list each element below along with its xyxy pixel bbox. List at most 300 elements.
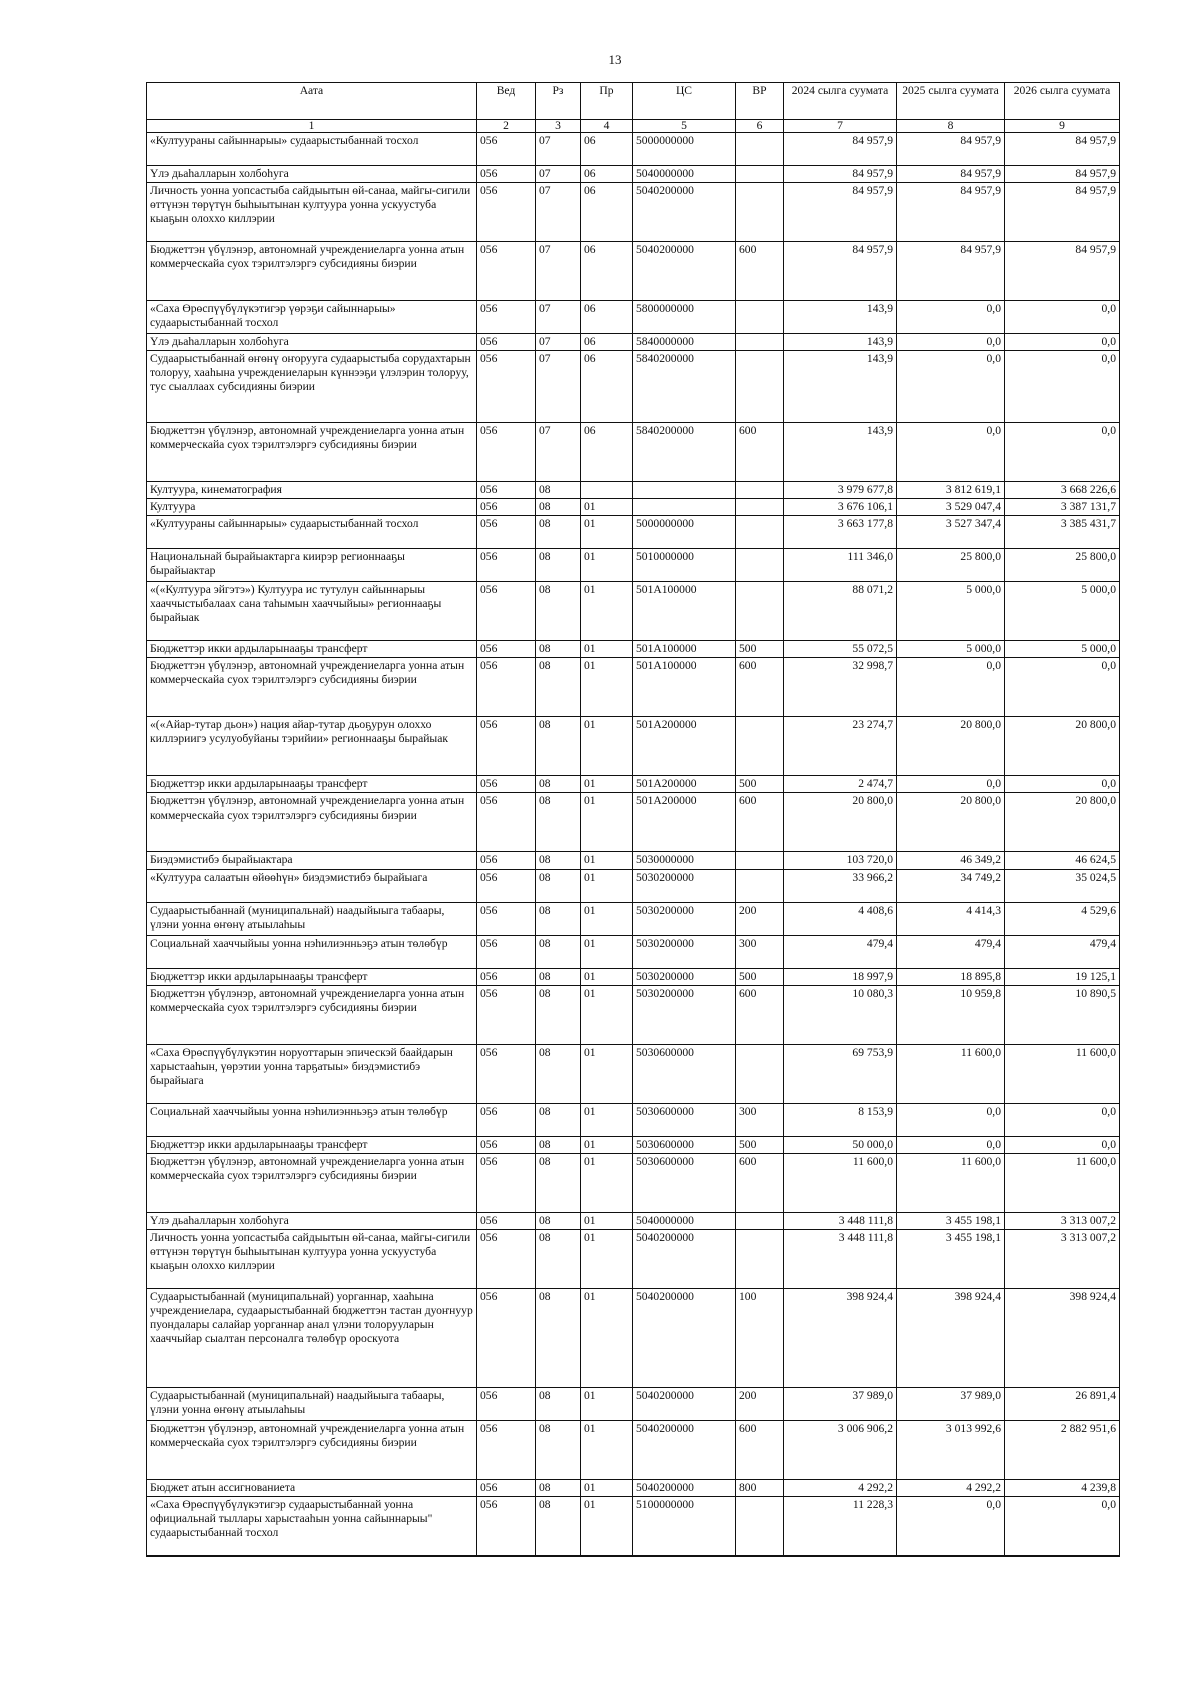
item-name: Судаарыстыбаннай (муниципальнай) уорганнар, хааһына учреждениелара, судаарыстыбаннай бюджеттэн тастан дуоҥнуур пуондалары салайар уорганнар анал үлэни толорууларын хааччыйар сыалтан персоналга төлөбүр ороскуота: [147, 1289, 477, 1388]
item-name: Бюджеттэн үбүлэнэр, автономнай учреждениеларга уонна атын коммерческайа суох тэрилтэлэргэ субсидияны биэрии: [147, 1153, 477, 1212]
rz-code: 08: [536, 1212, 581, 1229]
item-name: Бюджеттэр икки ардыларынааҕы трансферт: [147, 968, 477, 985]
cs-code: 5840000000: [633, 333, 736, 350]
pr-code: [581, 481, 633, 498]
amount-2026: 3 385 431,7: [1005, 516, 1120, 549]
amount-2025: 46 349,2: [897, 852, 1005, 869]
amount-2026: 2 882 951,6: [1005, 1421, 1120, 1480]
amount-2026: 19 125,1: [1005, 968, 1120, 985]
pr-code: 01: [581, 1212, 633, 1229]
header-cell: 2026 сылга суумата: [1005, 83, 1120, 120]
rz-code: 08: [536, 1289, 581, 1388]
cs-code: 5030200000: [633, 902, 736, 935]
amount-2024: 84 957,9: [784, 165, 897, 182]
cs-code: 5040000000: [633, 1212, 736, 1229]
table-row: [147, 241, 1120, 300]
vr-code: [736, 1497, 784, 1557]
amount-2026: 0,0: [1005, 350, 1120, 422]
cs-code: 5100000000: [633, 1497, 736, 1557]
item-name: «Саха Өрөспүүбүлүкэтигэр судаарыстыбаннай уонна официальнай тыллары харыстааһын уонна сайыннарыы" судаарыстыбаннай тосхол: [147, 1497, 477, 1557]
item-name: Үлэ дьаһалларын холбоһуга: [147, 165, 477, 182]
vr-code: [736, 582, 784, 641]
ved-code: 056: [477, 182, 536, 241]
pr-code: 01: [581, 1421, 633, 1480]
amount-2025: 0,0: [897, 422, 1005, 481]
ved-code: 056: [477, 641, 536, 658]
cs-code: [633, 481, 736, 498]
pr-code: 01: [581, 1480, 633, 1497]
amount-2024: 398 924,4: [784, 1289, 897, 1388]
item-name: Судаарыстыбаннай (муниципальнай) наадыйыыга табаары, үлэни уонна өҥөнү атыылаһыы: [147, 902, 477, 935]
amount-2024: 84 957,9: [784, 182, 897, 241]
pr-code: 01: [581, 1388, 633, 1421]
amount-2025: 0,0: [897, 1103, 1005, 1136]
amount-2024: 143,9: [784, 350, 897, 422]
amount-2024: 11 600,0: [784, 1153, 897, 1212]
column-number: 7: [784, 120, 897, 133]
ved-code: 056: [477, 852, 536, 869]
rz-code: 08: [536, 1044, 581, 1103]
ved-code: 056: [477, 968, 536, 985]
amount-2024: 143,9: [784, 422, 897, 481]
amount-2026: 3 313 007,2: [1005, 1230, 1120, 1289]
cs-code: 5030200000: [633, 935, 736, 968]
item-name: Судаарыстыбаннай (муниципальнай) наадыйыыга табаары, үлэни уонна өҥөнү атыылаһыы: [147, 1388, 477, 1421]
amount-2025: 84 957,9: [897, 132, 1005, 165]
table-row: [147, 1289, 1120, 1388]
rz-code: 07: [536, 350, 581, 422]
vr-code: [736, 852, 784, 869]
amount-2025: 4 414,3: [897, 902, 1005, 935]
vr-code: 100: [736, 1289, 784, 1388]
rz-code: 07: [536, 422, 581, 481]
header-cell: Рз: [536, 83, 581, 120]
item-name: Култуура: [147, 499, 477, 516]
table-row: [147, 1388, 1120, 1421]
table-row: [147, 869, 1120, 902]
amount-2024: 69 753,9: [784, 1044, 897, 1103]
item-name: Социальнай хааччыйыы уонна нэһилиэнньэҕэ атын төлөбүр: [147, 935, 477, 968]
ved-code: 056: [477, 1480, 536, 1497]
ved-code: 056: [477, 902, 536, 935]
rz-code: 08: [536, 499, 581, 516]
table-row: [147, 516, 1120, 549]
amount-2026: 4 239,8: [1005, 1480, 1120, 1497]
vr-code: [736, 481, 784, 498]
item-name: Личность уонна уопсастыба сайдыытын өй-санаа, майгы-сигили өттүнэн төрүтүн быһыытынан култуура уонна ускуустуба кыаҕын олоххо киллэрии: [147, 182, 477, 241]
table-row: [147, 333, 1120, 350]
pr-code: 01: [581, 902, 633, 935]
ved-code: 056: [477, 549, 536, 582]
rz-code: 08: [536, 516, 581, 549]
table-row: [147, 1212, 1120, 1229]
header-cell: Вед: [477, 83, 536, 120]
pr-code: 01: [581, 776, 633, 793]
amount-2025: 479,4: [897, 935, 1005, 968]
ved-code: 056: [477, 481, 536, 498]
vr-code: [736, 333, 784, 350]
vr-code: 600: [736, 422, 784, 481]
ved-code: 056: [477, 132, 536, 165]
table-row: [147, 1421, 1120, 1480]
vr-code: [736, 516, 784, 549]
item-name: Бюджеттэр икки ардыларынааҕы трансферт: [147, 1136, 477, 1153]
cs-code: 5030600000: [633, 1103, 736, 1136]
item-name: Култуура, кинематография: [147, 481, 477, 498]
vr-code: [736, 1230, 784, 1289]
cs-code: 5030200000: [633, 968, 736, 985]
amount-2025: 3 527 347,4: [897, 516, 1005, 549]
item-name: Бюджеттэн үбүлэнэр, автономнай учреждениеларга уонна атын коммерческайа суох тэрилтэлэргэ субсидияны биэрии: [147, 241, 477, 300]
pr-code: 01: [581, 1044, 633, 1103]
pr-code: 01: [581, 935, 633, 968]
pr-code: 01: [581, 1136, 633, 1153]
cs-code: 5040200000: [633, 1230, 736, 1289]
ved-code: 056: [477, 869, 536, 902]
pr-code: 06: [581, 300, 633, 333]
table-row: [147, 582, 1120, 641]
page-number: 13: [608, 52, 622, 67]
cs-code: 5030600000: [633, 1153, 736, 1212]
amount-2025: 4 292,2: [897, 1480, 1005, 1497]
vr-code: 600: [736, 1153, 784, 1212]
vr-code: [736, 165, 784, 182]
amount-2024: 8 153,9: [784, 1103, 897, 1136]
cs-code: 5800000000: [633, 300, 736, 333]
amount-2024: 20 800,0: [784, 793, 897, 852]
ved-code: 056: [477, 1388, 536, 1421]
column-number: 1: [147, 120, 477, 133]
amount-2026: 3 313 007,2: [1005, 1212, 1120, 1229]
rz-code: 08: [536, 1153, 581, 1212]
ved-code: 056: [477, 658, 536, 717]
rz-code: 08: [536, 1103, 581, 1136]
amount-2025: 20 800,0: [897, 717, 1005, 776]
amount-2025: 37 989,0: [897, 1388, 1005, 1421]
header-cell: 2025 сылга суумата: [897, 83, 1005, 120]
item-name: Үлэ дьаһалларын холбоһуга: [147, 333, 477, 350]
item-name: Бюджеттэн үбүлэнэр, автономнай учреждениеларга уонна атын коммерческайа суох тэрилтэлэргэ субсидияны биэрии: [147, 422, 477, 481]
amount-2024: 479,4: [784, 935, 897, 968]
amount-2024: 3 448 111,8: [784, 1230, 897, 1289]
amount-2024: 18 997,9: [784, 968, 897, 985]
cs-code: 5040200000: [633, 1388, 736, 1421]
amount-2025: 0,0: [897, 658, 1005, 717]
item-name: Бюджеттэн үбүлэнэр, автономнай учреждениеларга уонна атын коммерческайа суох тэрилтэлэргэ субсидияны биэрии: [147, 793, 477, 852]
table-row: [147, 300, 1120, 333]
amount-2026: 0,0: [1005, 1136, 1120, 1153]
rz-code: 07: [536, 132, 581, 165]
vr-code: 600: [736, 1421, 784, 1480]
cs-code: 5030600000: [633, 1044, 736, 1103]
amount-2026: 0,0: [1005, 300, 1120, 333]
rz-code: 07: [536, 333, 581, 350]
item-name: Судаарыстыбаннай өҥөнү оҥорууга судаарыстыба сорудахтарын толоруу, хааһына учреждениеларын күннээҕи үлэлэрин толоруу, тус сыаллаах субсидияны биэрии: [147, 350, 477, 422]
item-name: Социальнай хааччыйыы уонна нэһилиэнньэҕэ атын төлөбүр: [147, 1103, 477, 1136]
table-row: [147, 935, 1120, 968]
cs-code: 501А100000: [633, 658, 736, 717]
amount-2026: 11 600,0: [1005, 1153, 1120, 1212]
cs-code: 501А200000: [633, 776, 736, 793]
amount-2025: 398 924,4: [897, 1289, 1005, 1388]
column-number: 5: [633, 120, 736, 133]
amount-2025: 0,0: [897, 300, 1005, 333]
item-name: «(«Айар-тутар дьон») нация айар-тутар дьоҕурун олоххо киллэриигэ усулуобуйаны тэрийии» регионнааҕы бырайыак: [147, 717, 477, 776]
ved-code: 056: [477, 300, 536, 333]
amount-2024: 3 006 906,2: [784, 1421, 897, 1480]
amount-2026: 0,0: [1005, 1103, 1120, 1136]
cs-code: 5000000000: [633, 132, 736, 165]
rz-code: 08: [536, 658, 581, 717]
amount-2026: 5 000,0: [1005, 641, 1120, 658]
ved-code: 056: [477, 1153, 536, 1212]
amount-2025: 3 013 992,6: [897, 1421, 1005, 1480]
rz-code: 08: [536, 968, 581, 985]
table-row: [147, 1136, 1120, 1153]
amount-2024: 84 957,9: [784, 132, 897, 165]
vr-code: [736, 182, 784, 241]
ved-code: 056: [477, 241, 536, 300]
amount-2024: 33 966,2: [784, 869, 897, 902]
pr-code: 01: [581, 641, 633, 658]
cs-code: 5040200000: [633, 182, 736, 241]
amount-2024: 143,9: [784, 300, 897, 333]
table-row: [147, 641, 1120, 658]
rz-code: 07: [536, 165, 581, 182]
vr-code: 300: [736, 1103, 784, 1136]
table-row: [147, 985, 1120, 1044]
item-name: Бюджеттэр икки ардыларынааҕы трансферт: [147, 641, 477, 658]
pr-code: 06: [581, 333, 633, 350]
amount-2025: 0,0: [897, 1136, 1005, 1153]
vr-code: [736, 132, 784, 165]
cs-code: 5030200000: [633, 985, 736, 1044]
cs-code: 5040200000: [633, 241, 736, 300]
ved-code: 056: [477, 717, 536, 776]
ved-code: 056: [477, 165, 536, 182]
table-row: [147, 1480, 1120, 1497]
amount-2025: 84 957,9: [897, 241, 1005, 300]
amount-2024: 4 408,6: [784, 902, 897, 935]
amount-2024: 84 957,9: [784, 241, 897, 300]
column-number: 9: [1005, 120, 1120, 133]
amount-2025: 0,0: [897, 333, 1005, 350]
pr-code: 01: [581, 658, 633, 717]
amount-2026: 0,0: [1005, 1497, 1120, 1557]
amount-2024: 10 080,3: [784, 985, 897, 1044]
rz-code: 08: [536, 776, 581, 793]
column-number: 6: [736, 120, 784, 133]
table-body: [147, 132, 1120, 1556]
pr-code: 06: [581, 165, 633, 182]
cs-code: 501А200000: [633, 793, 736, 852]
rz-code: 08: [536, 1136, 581, 1153]
vr-code: 600: [736, 793, 784, 852]
rz-code: 08: [536, 582, 581, 641]
rz-code: 07: [536, 300, 581, 333]
amount-2024: 143,9: [784, 333, 897, 350]
vr-code: 500: [736, 968, 784, 985]
cs-code: 5010000000: [633, 549, 736, 582]
pr-code: 06: [581, 241, 633, 300]
pr-code: 01: [581, 1230, 633, 1289]
pr-code: 06: [581, 132, 633, 165]
ved-code: 056: [477, 333, 536, 350]
amount-2026: 0,0: [1005, 333, 1120, 350]
amount-2025: 18 895,8: [897, 968, 1005, 985]
amount-2026: 0,0: [1005, 422, 1120, 481]
amount-2025: 3 529 047,4: [897, 499, 1005, 516]
pr-code: 01: [581, 968, 633, 985]
ved-code: 056: [477, 776, 536, 793]
ved-code: 056: [477, 1421, 536, 1480]
rz-code: 08: [536, 935, 581, 968]
pr-code: 01: [581, 1153, 633, 1212]
amount-2024: 3 979 677,8: [784, 481, 897, 498]
amount-2026: 3 387 131,7: [1005, 499, 1120, 516]
pr-code: 01: [581, 1497, 633, 1557]
cs-code: 5030600000: [633, 1136, 736, 1153]
pr-code: 01: [581, 499, 633, 516]
pr-code: 01: [581, 1289, 633, 1388]
vr-code: 800: [736, 1480, 784, 1497]
cs-code: [633, 499, 736, 516]
amount-2026: 0,0: [1005, 658, 1120, 717]
amount-2026: 35 024,5: [1005, 869, 1120, 902]
ved-code: 056: [477, 935, 536, 968]
amount-2026: 5 000,0: [1005, 582, 1120, 641]
header-cell: Пр: [581, 83, 633, 120]
pr-code: 06: [581, 422, 633, 481]
table-row: [147, 132, 1120, 165]
vr-code: [736, 549, 784, 582]
item-name: «Саха Өрөспүүбүлүкэтигэр үөрэҕи сайыннарыы» судаарыстыбаннай тосхол: [147, 300, 477, 333]
cs-code: 5840200000: [633, 350, 736, 422]
ved-code: 056: [477, 1497, 536, 1557]
table-row: [147, 350, 1120, 422]
pr-code: 06: [581, 182, 633, 241]
header-cell: ЦС: [633, 83, 736, 120]
amount-2025: 3 812 619,1: [897, 481, 1005, 498]
rz-code: 08: [536, 793, 581, 852]
amount-2026: 84 957,9: [1005, 182, 1120, 241]
table-row: [147, 182, 1120, 241]
item-name: Бюджеттэр икки ардыларынааҕы трансферт: [147, 776, 477, 793]
cs-code: 501А200000: [633, 717, 736, 776]
table-row: [147, 852, 1120, 869]
cs-code: 5040200000: [633, 1421, 736, 1480]
rz-code: 08: [536, 1480, 581, 1497]
cs-code: 5030000000: [633, 852, 736, 869]
cs-code: 501А100000: [633, 582, 736, 641]
amount-2025: 84 957,9: [897, 182, 1005, 241]
amount-2025: 20 800,0: [897, 793, 1005, 852]
column-number-row: [147, 120, 1120, 133]
item-name: Бюджеттэн үбүлэнэр, автономнай учреждениеларга уонна атын коммерческайа суох тэрилтэлэргэ субсидияны биэрии: [147, 658, 477, 717]
amount-2024: 88 071,2: [784, 582, 897, 641]
table-row: [147, 776, 1120, 793]
amount-2024: 50 000,0: [784, 1136, 897, 1153]
amount-2024: 3 663 177,8: [784, 516, 897, 549]
table-row: [147, 499, 1120, 516]
rz-code: 08: [536, 641, 581, 658]
rz-code: 07: [536, 182, 581, 241]
vr-code: 600: [736, 985, 784, 1044]
cs-code: 5840200000: [633, 422, 736, 481]
pr-code: 01: [581, 717, 633, 776]
rz-code: 08: [536, 985, 581, 1044]
ved-code: 056: [477, 422, 536, 481]
pr-code: 01: [581, 1103, 633, 1136]
amount-2024: 3 448 111,8: [784, 1212, 897, 1229]
amount-2026: 479,4: [1005, 935, 1120, 968]
rz-code: 08: [536, 549, 581, 582]
header-cell: 2024 сылга суумата: [784, 83, 897, 120]
amount-2025: 11 600,0: [897, 1044, 1005, 1103]
rz-code: 08: [536, 1497, 581, 1557]
item-name: «Култуура салаатын өйөөһүн» биэдэмистибэ бырайыага: [147, 869, 477, 902]
pr-code: 01: [581, 869, 633, 902]
rz-code: 08: [536, 852, 581, 869]
vr-code: [736, 350, 784, 422]
item-name: Биэдэмистибэ бырайыактара: [147, 852, 477, 869]
amount-2026: 4 529,6: [1005, 902, 1120, 935]
vr-code: [736, 1212, 784, 1229]
table-row: [147, 793, 1120, 852]
vr-code: [736, 869, 784, 902]
header-cell: ВР: [736, 83, 784, 120]
pr-code: 01: [581, 582, 633, 641]
header-row: [147, 83, 1120, 120]
ved-code: 056: [477, 985, 536, 1044]
column-number: 3: [536, 120, 581, 133]
header-cell: Аата: [147, 83, 477, 120]
rz-code: 08: [536, 1230, 581, 1289]
rz-code: 08: [536, 869, 581, 902]
amount-2024: 11 228,3: [784, 1497, 897, 1557]
item-name: «(«Култуура эйгэтэ») Култуура ис тутулун сайыннарыы хааччыстыбалаах сана таһымын хааччыйыы» регионнааҕы бырайыак: [147, 582, 477, 641]
vr-code: [736, 300, 784, 333]
amount-2025: 3 455 198,1: [897, 1212, 1005, 1229]
vr-code: [736, 499, 784, 516]
amount-2026: 11 600,0: [1005, 1044, 1120, 1103]
ved-code: 056: [477, 499, 536, 516]
rz-code: 07: [536, 241, 581, 300]
vr-code: [736, 717, 784, 776]
amount-2026: 10 890,5: [1005, 985, 1120, 1044]
amount-2026: 84 957,9: [1005, 165, 1120, 182]
table-row: [147, 481, 1120, 498]
amount-2026: 84 957,9: [1005, 132, 1120, 165]
table-row: [147, 1497, 1120, 1557]
amount-2025: 3 455 198,1: [897, 1230, 1005, 1289]
amount-2025: 34 749,2: [897, 869, 1005, 902]
vr-code: 500: [736, 1136, 784, 1153]
pr-code: 01: [581, 793, 633, 852]
ved-code: 056: [477, 516, 536, 549]
ved-code: 056: [477, 1289, 536, 1388]
ved-code: 056: [477, 793, 536, 852]
amount-2025: 25 800,0: [897, 549, 1005, 582]
column-number: 4: [581, 120, 633, 133]
table-row: [147, 1230, 1120, 1289]
item-name: «Саха Өрөспүүбүлүкэтин норуоттарын эпическэй баайдарын харыстааһын, үөрэтии уонна тарҕатыы» биэдэмистибэ бырайыага: [147, 1044, 477, 1103]
pr-code: 06: [581, 350, 633, 422]
pr-code: 01: [581, 549, 633, 582]
table-row: [147, 902, 1120, 935]
amount-2024: 32 998,7: [784, 658, 897, 717]
amount-2024: 111 346,0: [784, 549, 897, 582]
